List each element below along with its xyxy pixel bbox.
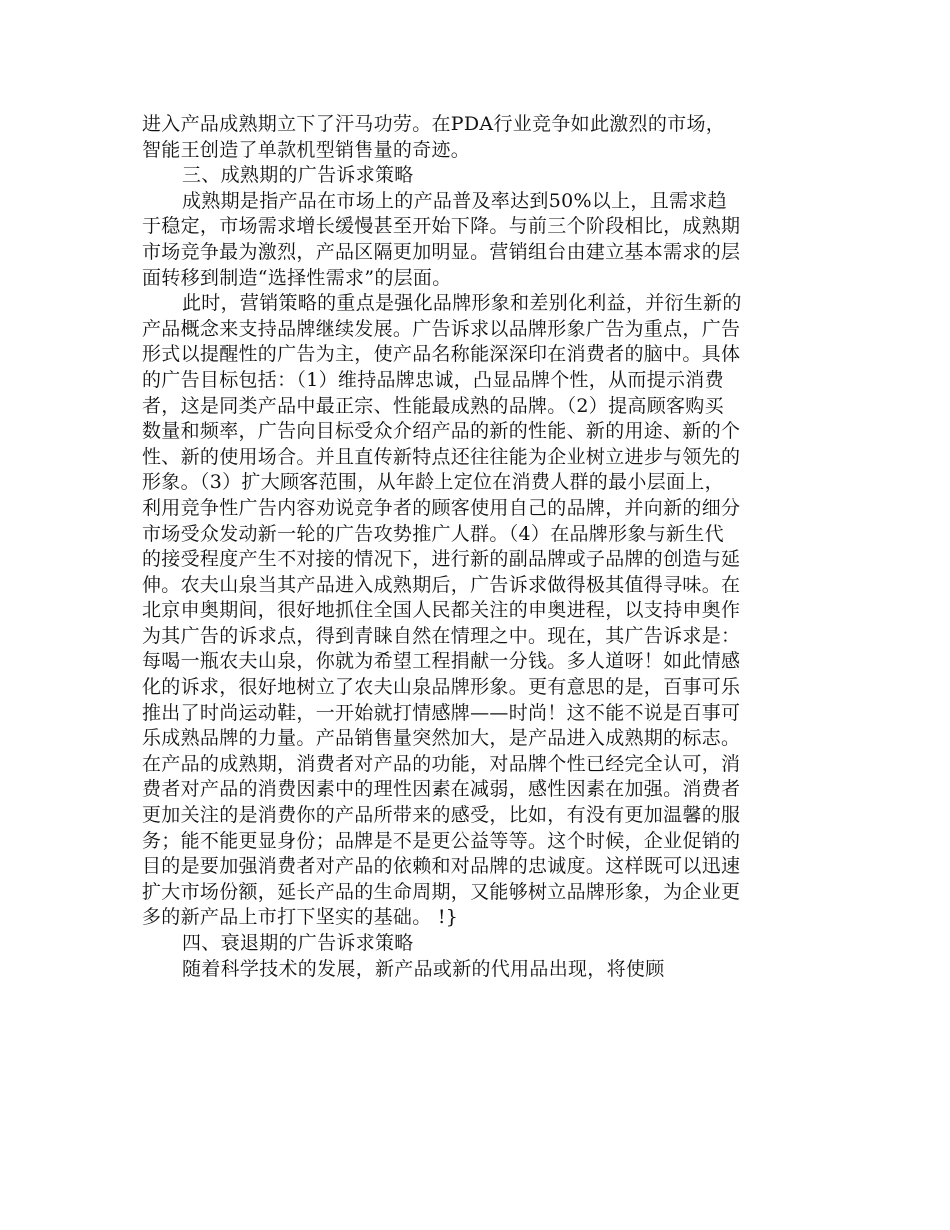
paragraph-decline-intro: 随着科学技术的发展，新产品或新的代用品出现，将使顾 <box>182 957 665 980</box>
paragraph-maturity-strategy: 此时，营销策略的重点是强化品牌形象和差别化利益，并衍生新的产品概念来支持品牌继续发展。广告诉求以品牌形象广告为重点，广告形式以提醒性的广告为主，使产品名称能深深印在消费者的脑中。具体的广告目标包括：（1）维持品牌忠诚，凸显品牌个性，从而提示消费者，这是同类产品中最正宗、性能最成熟的品牌。（2）提高顾客购买数量和频率，广告向目标受众介绍产品的新的性能、新的用途、新的个性、新的使用场合。并且直传新特点还往往能为企业树立进步与领先的形象。（3）扩大顾客范围，从年龄上定位在消费人群的最小层面上，利用竞争性广告内容劝说竞争者的顾客使用自己的品牌，并向新的细分市场受众发动新一轮的广告攻势推广人群。（4）在品牌形象与新生代的接受程度产生不对接的情况下，进行新的副品牌或子品牌的创造与延伸。农夫山泉当其产品进入成熟期后，广告诉求做得极其值得寻味。在北京申奥期间，很好地抓住全国人民都关注的申奥进程，以支持申奥作为其广告的诉求点，得到青睐自然在情理之中。现在，其广告诉求是：每喝一瓶农夫山泉，你就为希望工程捐献一分钱。多人道呀！如此情感化的诉求，很好地树立了农夫山泉品牌形象。更有意思的是，百事可乐推出了时尚运动鞋，一开始就打情感牌——时尚！这不能不说是百事可乐成熟品牌的力量。产品销售量突然加大，是产品进入成熟期的标志。在产品的成熟期，消费者对产品的功能，对品牌个性已经完全认可，消费者对产品的消费因素中的理性因素在减弱，感性因素在加强。消费者更加关注的是消费你的产品所带来的感受，比如，有没有更加温馨的服务；能不能更显身份；品牌是不是更公益等等。这个时候，企业促销的目的是要加强消费者对产品的依赖和对品牌的忠诚度。这样既可以迅速扩大市场份额，延长产品的生命周期，又能够树立品牌形象，为企业更多的新产品上市打下坚实的基础。 !} <box>142 292 742 929</box>
paragraph-continuation: 进入产品成熟期立下了汗马功劳。在PDA行业竞争如此激烈的市场，智能王创造了单款机型销售量的奇迹。 <box>142 113 726 161</box>
paragraph-maturity-definition: 成熟期是指产品在市场上的产品普及率达到50%以上，且需求趋于稳定，市场需求增长缓慢甚至开始下降。与前三个阶段相比，成熟期市场竞争最为激烈，产品区隔更加明显。营销组台由建立基本需求的层面转移到制造“选择性需求”的层面。 <box>142 189 741 289</box>
section-heading-maturity: 三、成熟期的广告诉求策略 <box>182 164 414 187</box>
document-body <box>142 112 742 982</box>
section-heading-decline: 四、衰退期的广告诉求策略 <box>182 932 414 954</box>
